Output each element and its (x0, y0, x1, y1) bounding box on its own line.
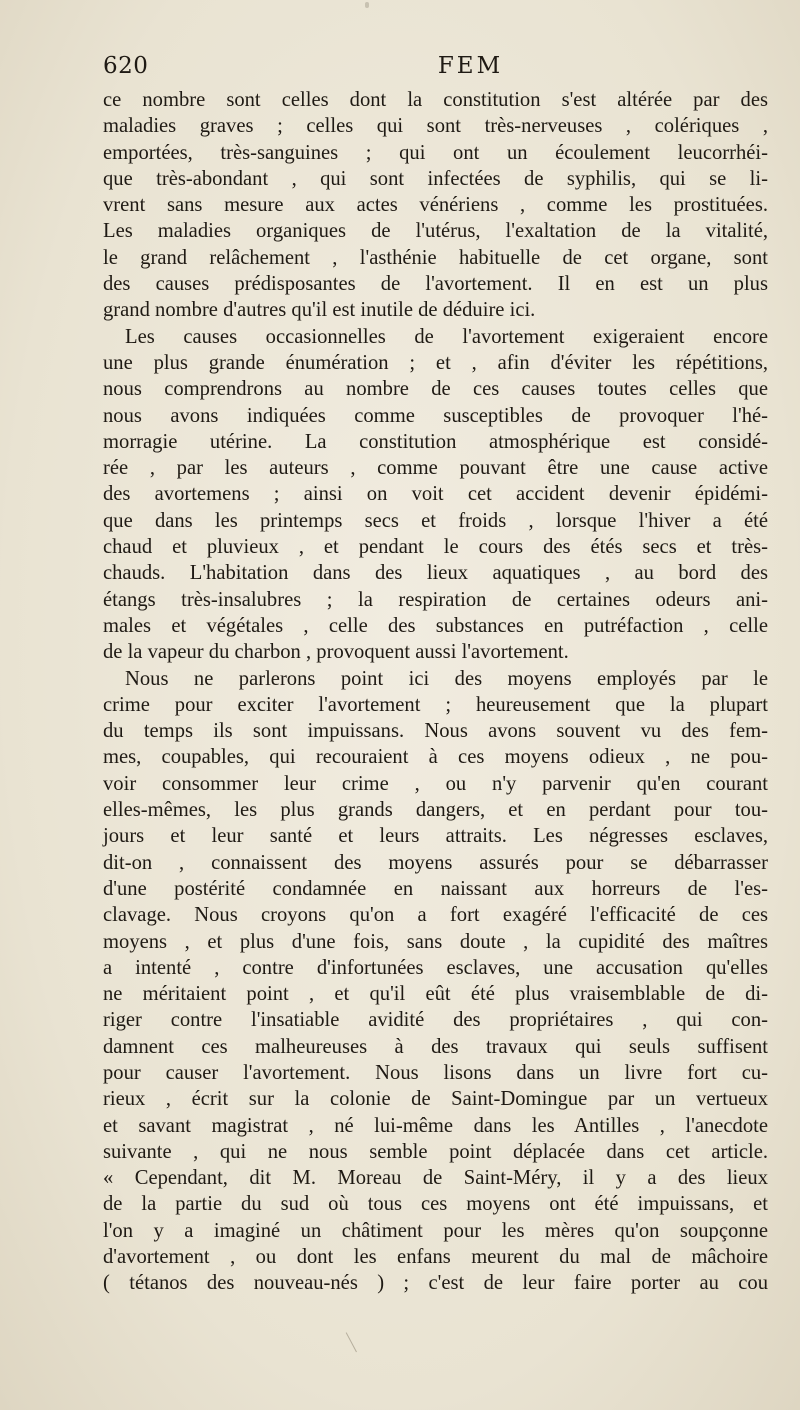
paragraph (103, 666, 768, 1297)
text-line: pour causer l'avortement. Nous lisons dans un livre fort cu- (103, 1061, 768, 1084)
text-line: nous avons indiquées comme susceptibles de provoquer l'hé- (103, 404, 768, 427)
text-line: étangs très-insalubres ; la respiration de certaines odeurs ani- (103, 588, 768, 611)
text-line: de la partie du sud où tous ces moyens ont été impuissans, et (103, 1193, 768, 1216)
text-line: l'on y a imaginé un châtiment pour les mères qu'on soupçonne (103, 1219, 768, 1242)
text-line: Nous ne parlerons point ici des moyens employés par le (125, 667, 768, 690)
text-line: riger contre l'insatiable avidité des propriétaires , qui con- (103, 1009, 768, 1032)
paragraph (103, 87, 768, 324)
paper-mark (346, 1326, 370, 1352)
text-line: nous comprendrons au nombre de ces causes toutes celles que (103, 378, 768, 401)
text-line: males et végétales , celle des substances en putréfaction , celle (103, 614, 768, 637)
text-line: de la vapeur du charbon , provoquent aussi l'avortement. (103, 641, 569, 664)
text-line: morragie utérine. La constitution atmosphérique est considé- (103, 430, 768, 453)
text-line: une plus grande énumération ; et , afin d'éviter les répétitions, (103, 351, 768, 374)
text-line: dit-on , connaissent des moyens assurés pour se débarrasser (103, 851, 768, 874)
text-line: moyens , et plus d'une fois, sans doute , la cupidité des maîtres (103, 930, 768, 953)
text-line: chauds. L'habitation dans des lieux aquatiques , au bord des (103, 562, 768, 585)
text-line: crime pour exciter l'avortement ; heureusement que la plupart (103, 693, 768, 716)
text-line: que très-abondant , qui sont infectées de syphilis, qui se li- (103, 167, 768, 190)
text-line: maladies graves ; celles qui sont très-nerveuses , colériques , (103, 115, 768, 138)
text-line: et savant magistrat , né lui-même dans les Antilles , l'anecdote (103, 1114, 768, 1137)
text-line: « Cependant, dit M. Moreau de Saint-Méry, il y a des lieux (103, 1167, 768, 1190)
text-line: ( tétanos des nouveau-nés ) ; c'est de leur faire porter au cou (103, 1272, 768, 1295)
text-line: rieux , écrit sur la colonie de Saint-Domingue par un vertueux (103, 1088, 768, 1111)
text-line: elles-mêmes, les plus grands dangers, et en perdant pour tou- (103, 799, 768, 822)
text-line: d'une postérité condamnée en naissant aux horreurs de l'es- (103, 877, 768, 900)
text-line: ce nombre sont celles dont la constitution s'est altérée par des (103, 89, 768, 111)
text-line: des avortemens ; ainsi on voit cet accident devenir épidémi- (103, 483, 768, 506)
text-line: des causes prédisposantes de l'avortement. Il en est un plus (103, 273, 768, 296)
text-line: mes, coupables, qui recouraient à ces moyens odieux , ne pou- (103, 746, 768, 769)
text-line: d'avortement , ou dont les enfans meurent du mal de mâchoire (103, 1246, 768, 1269)
text-line: chaud et pluvieux , et pendant le cours des étés secs et très- (103, 536, 768, 559)
text-line: rée , par les auteurs , comme pouvant être une cause active (103, 457, 768, 480)
text-line: suivante , qui ne nous semble point déplacée dans cet article. (103, 1140, 768, 1163)
paragraph (103, 324, 768, 666)
text-line: a intenté , contre d'infortunées esclaves, une accusation qu'elles (103, 956, 768, 979)
text-line: vrent sans mesure aux actes vénériens , comme les prostituées. (103, 194, 768, 217)
text-line: ne méritaient point , et qu'il eût été plus vraisemblable de di- (103, 983, 768, 1006)
running-head: FEM (437, 53, 504, 79)
text-line: clavage. Nous croyons qu'on a fort exagéré l'efficacité de ces (103, 904, 768, 927)
page-number: 620 (103, 53, 149, 79)
text-line: damnent ces malheureuses à des travaux qui seuls suffisent (103, 1035, 768, 1058)
text-line: Les causes occasionnelles de l'avortement exigeraient encore (125, 325, 768, 348)
text-line: le grand relâchement , l'asthénie habituelle de cet organe, sont (103, 246, 768, 269)
text-line: que dans les printemps secs et froids , lorsque l'hiver a été (103, 509, 768, 532)
text-line: jours et leur santé et leurs attraits. Les négresses esclaves, (103, 825, 768, 848)
text-line: voir consommer leur crime , ou n'y parvenir qu'en courant (103, 772, 768, 795)
page-header (103, 53, 768, 87)
paper-speck (365, 2, 369, 8)
text-line: emportées, très-sanguines ; qui ont un écoulement leucorrhéi- (103, 141, 768, 164)
text-line: Les maladies organiques de l'utérus, l'exaltation de la vitalité, (103, 220, 768, 243)
body-text (103, 87, 768, 1297)
text-line: grand nombre d'autres qu'il est inutile de déduire ici. (103, 299, 536, 322)
text-line: du temps ils sont impuissans. Nous avons souvent vu des fem- (103, 720, 768, 743)
